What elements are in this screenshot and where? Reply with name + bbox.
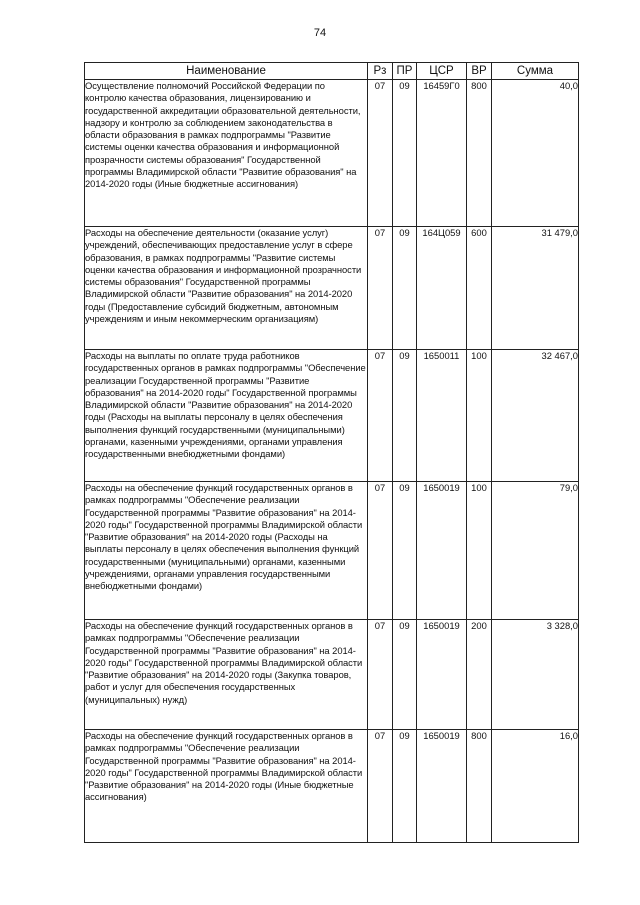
row-vr: 800 bbox=[467, 730, 492, 843]
row-pr: 09 bbox=[393, 730, 417, 843]
row-csr: 1650019 bbox=[417, 620, 467, 730]
header-row bbox=[85, 63, 579, 80]
row-vr: 200 bbox=[467, 620, 492, 730]
row-name: Расходы на обеспечение функций государственных органов в рамках подпрограммы "Обеспечение реализации Государственной программы "Развитие образования" на 2014-2020 годы" Государственной программы Владимирской области "Развитие образования" на 2014-2020 годы (Закупка товаров, работ и услуг для обеспечения государственных (муниципальных) нужд) bbox=[85, 620, 368, 730]
row-csr: 1650019 bbox=[417, 730, 467, 843]
row-sum: 40,0 bbox=[492, 80, 579, 227]
row-pr: 09 bbox=[393, 482, 417, 620]
row-sum: 16,0 bbox=[492, 730, 579, 843]
table-row bbox=[85, 482, 579, 620]
header-sum: Сумма bbox=[492, 63, 579, 80]
row-sum: 3 328,0 bbox=[492, 620, 579, 730]
header-rz: Рз bbox=[368, 63, 393, 80]
row-pr: 09 bbox=[393, 350, 417, 482]
row-name: Осуществление полномочий Российской Федерации по контролю качества образования, лицензированию и государственной аккредитации образовательной деятельности, надзору и контролю за соблюдением законодательства в области образования в рамках подпрограммы "Развитие системы оценки качества образования и информационной прозрачности системы образования" Государственной программы Владимирской области "Развитие образования" на 2014-2020 годы (Иные бюджетные ассигнования) bbox=[85, 80, 368, 227]
table-row bbox=[85, 730, 579, 843]
row-sum: 31 479,0 bbox=[492, 227, 579, 350]
row-name: Расходы на обеспечение функций государственных органов в рамках подпрограммы "Обеспечение реализации Государственной программы "Развитие образования" на 2014-2020 годы" Государственной программы Владимирской области "Развитие образования" на 2014-2020 годы (Расходы на выплаты персоналу в целях обеспечения выполнения функций государственными (муниципальными) органами, казенными учреждениями, органами управления государственными внебюджетными фондами) bbox=[85, 482, 368, 620]
budget-table bbox=[84, 62, 579, 843]
table-row bbox=[85, 227, 579, 350]
row-rz: 07 bbox=[368, 227, 393, 350]
row-csr: 1650019 bbox=[417, 482, 467, 620]
row-pr: 09 bbox=[393, 80, 417, 227]
row-csr: 164Ц059 bbox=[417, 227, 467, 350]
row-sum: 32 467,0 bbox=[492, 350, 579, 482]
row-csr: 16459Г0 bbox=[417, 80, 467, 227]
page-number: 74 bbox=[313, 27, 327, 39]
table-row bbox=[85, 350, 579, 482]
header-vr: ВР bbox=[467, 63, 492, 80]
row-rz: 07 bbox=[368, 730, 393, 843]
row-rz: 07 bbox=[368, 620, 393, 730]
row-vr: 600 bbox=[467, 227, 492, 350]
row-vr: 100 bbox=[467, 482, 492, 620]
table-row bbox=[85, 80, 579, 227]
row-rz: 07 bbox=[368, 350, 393, 482]
row-csr: 1650011 bbox=[417, 350, 467, 482]
header-csr: ЦСР bbox=[417, 63, 467, 80]
table-row bbox=[85, 620, 579, 730]
row-sum: 79,0 bbox=[492, 482, 579, 620]
row-name: Расходы на обеспечение функций государственных органов в рамках подпрограммы "Обеспечение реализации Государственной программы "Развитие образования" на 2014-2020 годы" Государственной программы Владимирской области "Развитие образования" на 2014-2020 годы (Иные бюджетные ассигнования) bbox=[85, 730, 368, 843]
row-pr: 09 bbox=[393, 227, 417, 350]
header-pr: ПР bbox=[393, 63, 417, 80]
row-rz: 07 bbox=[368, 482, 393, 620]
row-name: Расходы на обеспечение деятельности (оказание услуг) учреждений, обеспечивающих предоставление услуг в сфере образования, в рамках подпрограммы "Развитие системы оценки качества образования и информационной прозрачности системы образования" Государственной программы Владимирской области "Развитие образования" на 2014-2020 годы (Предоставление субсидий бюджетным, автономным учреждениям и иным некоммерческим организациям) bbox=[85, 227, 368, 350]
row-vr: 800 bbox=[467, 80, 492, 227]
header-name: Наименование bbox=[85, 63, 368, 80]
row-rz: 07 bbox=[368, 80, 393, 227]
row-name: Расходы на выплаты по оплате труда работников государственных органов в рамках подпрограммы "Обеспечение реализации Государственной программы "Развитие образования" на 2014-2020 годы" Государственной программы Владимирской области "Развитие образования" на 2014-2020 годы (Расходы на выплаты персоналу в целях обеспечения выполнения функций государственными (муниципальными) органами, казенными учреждениями, органами управления государственными внебюджетными фондами) bbox=[85, 350, 368, 482]
row-vr: 100 bbox=[467, 350, 492, 482]
row-pr: 09 bbox=[393, 620, 417, 730]
